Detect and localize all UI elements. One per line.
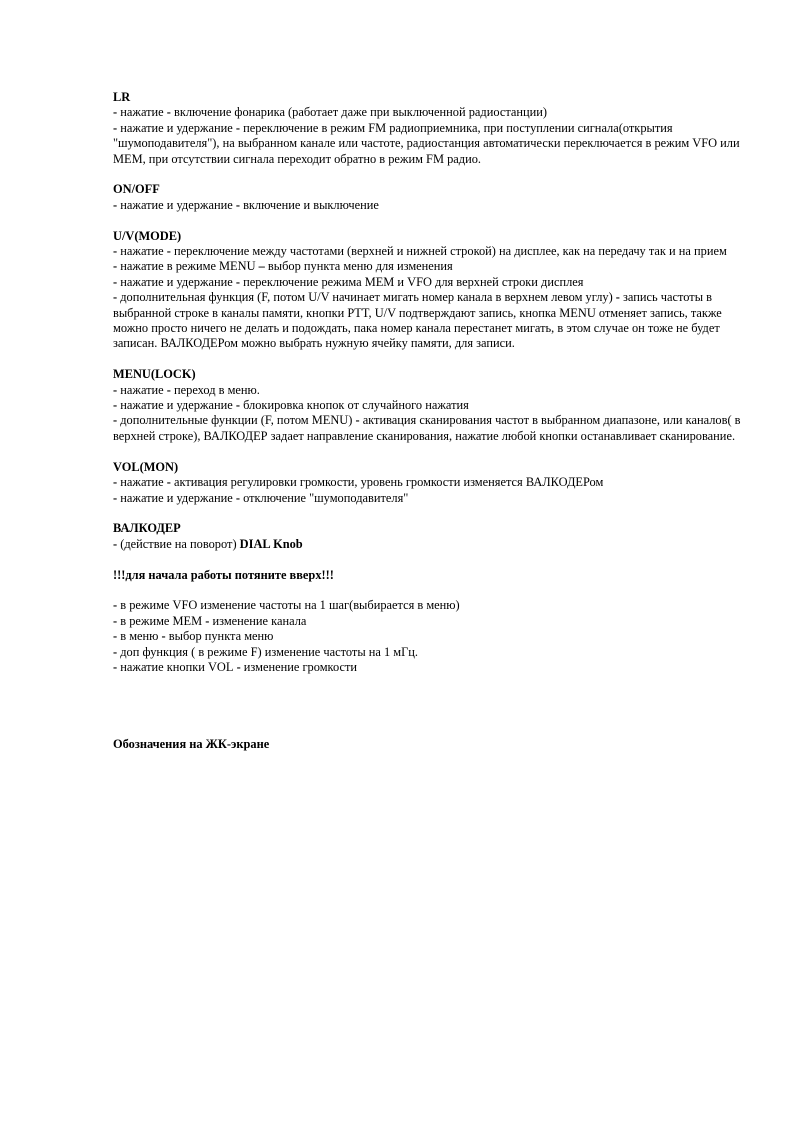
item-action: нажатие и удержание <box>120 398 233 413</box>
list-item <box>113 383 743 398</box>
bullet-dash: - <box>113 413 118 428</box>
item-description: отключение "шумоподавителя" <box>243 490 409 505</box>
item-action: нажатие в режиме MENU <box>120 259 256 274</box>
list-item <box>113 614 743 629</box>
bullet-dash: - <box>113 644 118 659</box>
item-description: включение фонарика (работает даже при выключенной радиостанции) <box>174 105 548 120</box>
item-action: в меню <box>120 629 159 644</box>
list-item <box>113 290 743 352</box>
item-separator: - <box>163 244 174 259</box>
item-separator: - <box>612 290 624 305</box>
spacer <box>113 552 743 567</box>
bullet-dash: - <box>113 475 118 490</box>
item-separator: - <box>233 659 244 674</box>
item-description: переход в меню. <box>174 382 260 397</box>
list-item <box>113 275 743 290</box>
list-item <box>113 660 743 675</box>
button-section <box>113 90 743 167</box>
list-item <box>113 259 743 274</box>
bullet-dash: - <box>113 244 118 259</box>
encoder-lines <box>113 598 743 675</box>
document-page <box>113 90 743 752</box>
lcd-legend-heading: Обозначения на ЖК-экране <box>113 736 270 751</box>
item-description: переключение в режим FM радиоприемника, при поступлении сигнала(открытия "шумоподавителя"), на выбранном канале или частоте, радиостанция автоматически переключается в режим VFO или MEM, при отсутствии сигнала переходит обратно в режим FM радио. <box>113 120 740 166</box>
list-item <box>113 105 743 120</box>
item-action: нажатие <box>120 382 164 397</box>
item-separator: - <box>232 120 244 135</box>
list-item <box>113 598 743 613</box>
item-description: переключение режима MEM и VFO для верхней строки дисплея <box>243 274 584 289</box>
encoder-dial-knob: DIAL Knob <box>239 536 303 551</box>
encoder-line <box>113 537 743 552</box>
item-separator: - <box>352 413 363 428</box>
sections-container <box>113 90 743 506</box>
item-action: доп функция ( в режиме F) изменение частоты на 1 мГц. <box>120 644 418 659</box>
bullet-dash: - <box>113 659 118 674</box>
list-item <box>113 645 743 660</box>
button-section <box>113 229 743 352</box>
section-heading: ON/OFF <box>113 182 160 197</box>
item-action: нажатие <box>120 244 164 259</box>
bullet-dash: - <box>113 290 118 305</box>
item-action: нажатие <box>120 105 164 120</box>
list-item <box>113 398 743 413</box>
encoder-line-prefix: - <box>113 536 121 551</box>
list-item <box>113 413 743 444</box>
bullet-dash: - <box>113 197 118 212</box>
spacer <box>113 583 743 598</box>
list-item <box>113 244 743 259</box>
bullet-dash: - <box>113 105 118 120</box>
item-description: переключение между частотами (верхней и нижней строкой) на дисплее, как на передачу так и на прием <box>174 244 727 259</box>
item-separator: - <box>232 197 244 212</box>
section-heading: MENU(LOCK) <box>113 367 196 382</box>
list-item <box>113 198 743 213</box>
bullet-dash: - <box>113 613 118 628</box>
section-heading: VOL(MON) <box>113 459 179 474</box>
bullet-dash: - <box>113 274 118 289</box>
bullet-dash: - <box>113 382 118 397</box>
item-description: блокировка кнопок от случайного нажатия <box>243 398 469 413</box>
list-item <box>113 629 743 644</box>
item-action: нажатие <box>120 475 164 490</box>
item-separator: - <box>158 629 169 644</box>
item-description: включение и выключение <box>243 197 379 212</box>
item-separator: - <box>163 382 174 397</box>
bullet-dash: - <box>113 598 118 613</box>
item-description: выбор пункта меню <box>168 629 274 644</box>
encoder-line-text: (действие на поворот) <box>120 536 240 551</box>
section-heading: U/V(MODE) <box>113 228 182 243</box>
item-separator: - <box>232 398 244 413</box>
item-description: выбор пункта меню для изменения <box>267 259 453 274</box>
bullet-dash: - <box>113 120 118 135</box>
item-action: нажатие и удержание <box>120 490 233 505</box>
item-separator: - <box>202 613 213 628</box>
item-description: запись частоты в выбранной строке в каналы памяти, кнопки PTT, U/V подтверждают запись, кнопка MENU отменяет запись, также можно просто ничего не делать и подождать, пака номер канала перестанет мигать, в этом случае он тоже не будет записан. ВАЛКОДЕРом можно выбрать нужную ячейку памяти, для записи. <box>113 290 722 351</box>
item-action: дополнительные функции (F, потом MENU) <box>120 413 353 428</box>
button-section <box>113 367 743 444</box>
item-description: изменение канала <box>212 613 307 628</box>
item-separator: - <box>163 105 174 120</box>
item-action: нажатие кнопки VOL <box>120 659 234 674</box>
item-separator: - <box>232 274 244 289</box>
bullet-dash: - <box>113 490 118 505</box>
encoder-heading: ВАЛКОДЕР <box>113 521 181 536</box>
item-description: изменение громкости <box>243 659 357 674</box>
encoder-notice: !!!для начала работы потяните вверх!!! <box>113 567 334 582</box>
button-section <box>113 460 743 506</box>
button-section <box>113 182 743 213</box>
item-description: активация регулировки громкости, уровень громкости изменяется ВАЛКОДЕРом <box>174 475 604 490</box>
item-action: дополнительная функция (F, потом U/V начинает мигать номер канала в верхнем левом углу) <box>120 290 613 305</box>
list-item <box>113 121 743 167</box>
item-separator: – <box>255 259 268 274</box>
bullet-dash: - <box>113 398 118 413</box>
item-action: нажатие и удержание <box>120 274 233 289</box>
item-action: в режиме MEM <box>120 613 203 628</box>
spacer <box>113 691 743 737</box>
item-separator: - <box>232 490 244 505</box>
list-item <box>113 475 743 490</box>
item-separator: - <box>163 475 174 490</box>
item-action: нажатие и удержание <box>120 120 233 135</box>
section-heading: LR <box>113 90 131 104</box>
item-action: в режиме VFO изменение частоты на 1 шаг(выбирается в меню) <box>120 598 460 613</box>
bullet-dash: - <box>113 629 118 644</box>
encoder-section <box>113 521 743 675</box>
list-item <box>113 491 743 506</box>
bullet-dash: - <box>113 259 118 274</box>
item-description: активация сканирования частот в выбранном диапазоне, или каналов( в верхней строке), ВАЛКОДЕР задает направление сканирования, нажатие любой кнопки останавливает сканирование. <box>113 413 741 443</box>
item-action: нажатие и удержание <box>120 197 233 212</box>
